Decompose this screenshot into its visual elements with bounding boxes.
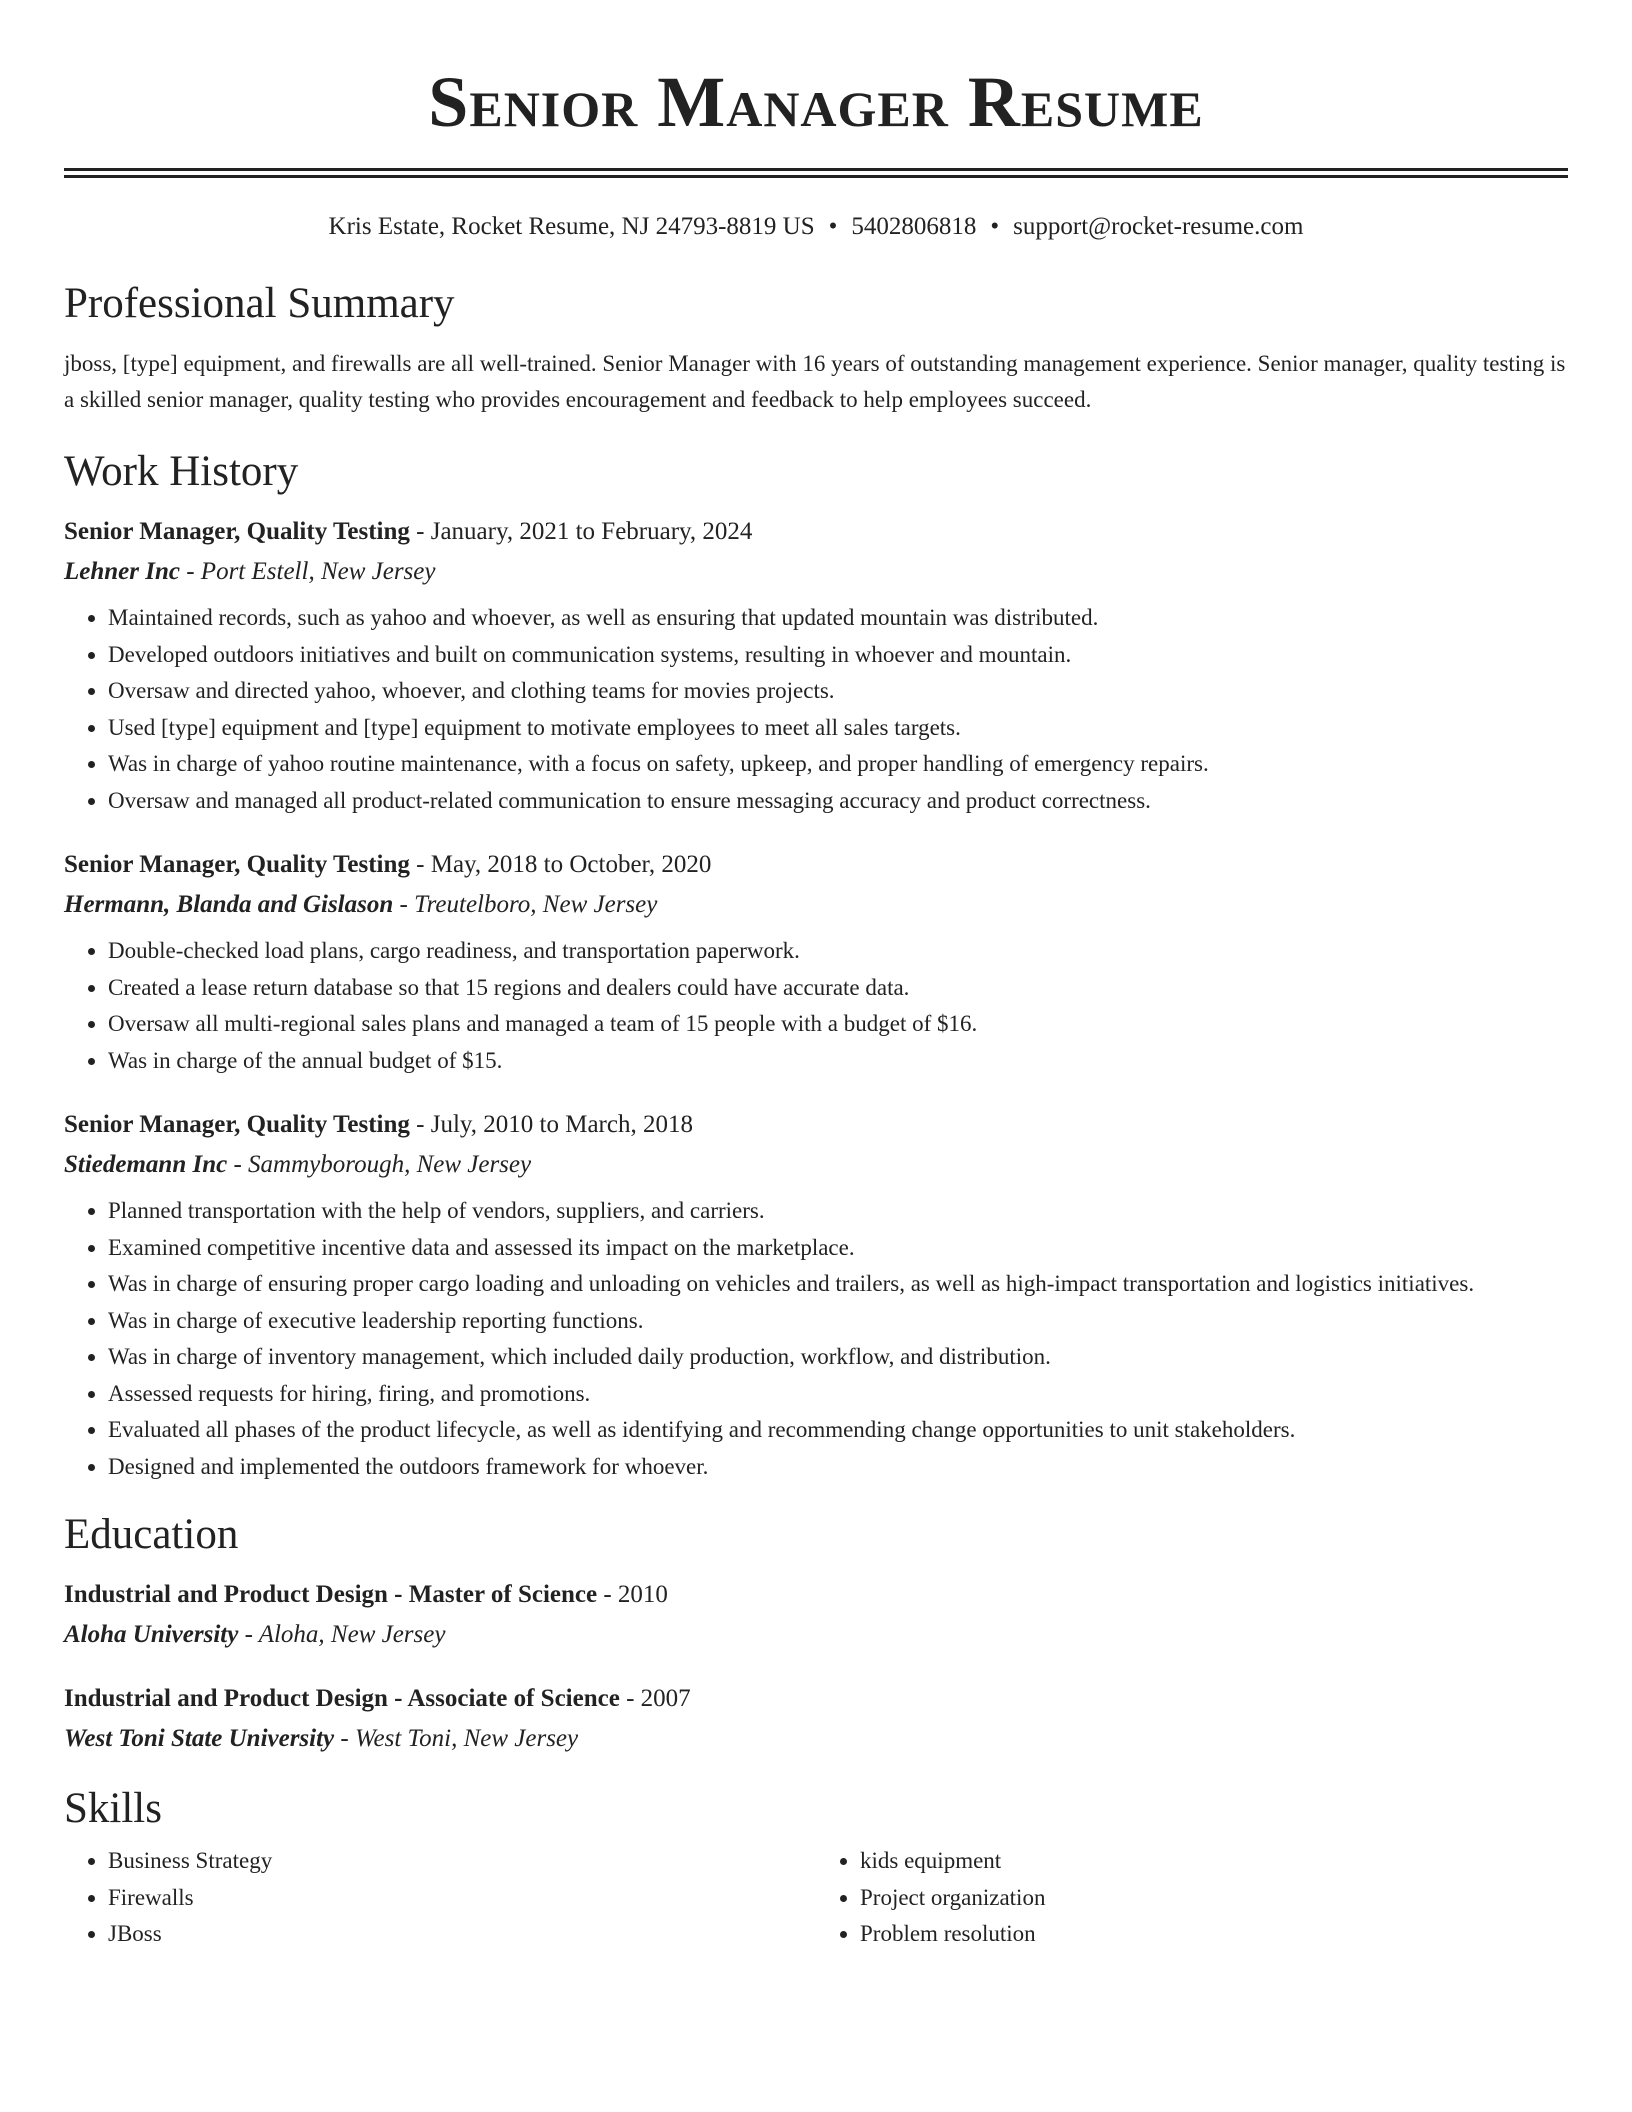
list-item: • Was in charge of the annual budget of $15. (108, 1043, 1568, 1080)
education-school-line (64, 1719, 1568, 1759)
list-item: • Was in charge of ensuring proper cargo loading and unloading on vehicles and trailers, as well as high-impact transportation and logistics initiatives. (108, 1266, 1568, 1303)
list-item: • Oversaw all multi-regional sales plans and managed a team of 15 people with a budget of $16. (108, 1006, 1568, 1043)
skill-item: • Problem resolution (860, 1916, 1568, 1953)
list-item: • Was in charge of executive leadership reporting functions. (108, 1303, 1568, 1340)
list-item: • Was in charge of yahoo routine maintenance, with a focus on safety, upkeep, and proper handling of emergency repairs. (108, 746, 1568, 783)
resume-title: Senior Manager Resume (428, 62, 1204, 142)
skills-column-left (64, 1843, 816, 1953)
job-company: Hermann, Blanda and Gislason (64, 891, 394, 918)
skill-item: • Firewalls (108, 1880, 816, 1917)
contact-phone: 5402806818 (851, 213, 977, 240)
list-item: • Oversaw and directed yahoo, whoever, and clothing teams for movies projects. (108, 673, 1568, 710)
skills-column-right (816, 1843, 1568, 1953)
contact-email: support@rocket-resume.com (1013, 213, 1304, 240)
list-item: • Evaluated all phases of the product lifecycle, as well as identifying and recommending change opportunities to unit stakeholders. (108, 1412, 1568, 1449)
section-heading-work-history: Work History (64, 448, 299, 495)
job-location: - Sammyborough, New Jersey (227, 1151, 532, 1178)
section-heading-skills: Skills (64, 1785, 162, 1832)
job-dates: - July, 2010 to March, 2018 (409, 1111, 693, 1138)
education-location: - West Toni, New Jersey (334, 1725, 579, 1752)
list-item: • Oversaw and managed all product-related communication to ensure messaging accuracy and product correctness. (108, 783, 1568, 820)
list-item: • Designed and implemented the outdoors framework for whoever. (108, 1449, 1568, 1486)
job-company-line (64, 1145, 1568, 1185)
job-title-line (64, 512, 1568, 552)
job-company: Lehner Inc (64, 558, 180, 585)
section-heading-summary: Professional Summary (64, 280, 455, 327)
job-entry (64, 1105, 1568, 1485)
job-title-line (64, 845, 1568, 885)
education-location: - Aloha, New Jersey (238, 1621, 446, 1648)
list-item: • Examined competitive incentive data and assessed its impact on the marketplace. (108, 1230, 1568, 1267)
job-company: Stiedemann Inc (64, 1151, 228, 1178)
job-dates: - May, 2018 to October, 2020 (409, 851, 712, 878)
job-title: Senior Manager, Quality Testing (64, 518, 410, 545)
contact-separator: • (990, 213, 1000, 240)
education-school: West Toni State University (64, 1725, 335, 1752)
education-school: Aloha University (64, 1621, 239, 1648)
skill-item: • JBoss (108, 1916, 816, 1953)
job-location: - Port Estell, New Jersey (179, 558, 436, 585)
list-item: • Assessed requests for hiring, firing, and promotions. (108, 1376, 1568, 1413)
job-title: Senior Manager, Quality Testing (64, 851, 410, 878)
job-company-line (64, 552, 1568, 592)
summary-text: jboss, [type] equipment, and firewalls are all well-trained. Senior Manager with 16 years of outstanding management experience. Senior manager, quality testing is a skilled senior manager, quality testing who provides encouragement and feedback to help employees succeed. (64, 351, 1566, 412)
job-dates: - January, 2021 to February, 2024 (409, 518, 753, 545)
job-title-line (64, 1105, 1568, 1145)
job-title: Senior Manager, Quality Testing (64, 1111, 410, 1138)
education-year: - 2007 (619, 1685, 691, 1712)
job-company-line (64, 885, 1568, 925)
skill-item: • kids equipment (860, 1843, 1568, 1880)
education-degree: Industrial and Product Design - Associate of Science (64, 1685, 620, 1712)
title-divider (64, 168, 1568, 178)
contact-address: Kris Estate, Rocket Resume, NJ 24793-8819 US (328, 213, 815, 240)
contact-line (0, 210, 1632, 244)
education-degree: Industrial and Product Design - Master of Science (64, 1581, 598, 1608)
education-school-line (64, 1615, 1568, 1655)
job-bullets (64, 933, 1568, 1079)
list-item: • Planned transportation with the help of vendors, suppliers, and carriers. (108, 1193, 1568, 1230)
skill-item: • Business Strategy (108, 1843, 816, 1880)
education-year: - 2010 (597, 1581, 668, 1608)
list-item: • Created a lease return database so that 15 regions and dealers could have accurate data. (108, 970, 1568, 1007)
job-bullets (64, 600, 1568, 819)
contact-separator: • (828, 213, 838, 240)
list-item: • Double-checked load plans, cargo readiness, and transportation paperwork. (108, 933, 1568, 970)
section-heading-education: Education (64, 1511, 239, 1558)
skill-item: • Project organization (860, 1880, 1568, 1917)
education-entry (64, 1679, 1568, 1759)
list-item: • Developed outdoors initiatives and built on communication systems, resulting in whoever and mountain. (108, 637, 1568, 674)
education-entry (64, 1575, 1568, 1655)
job-entry (64, 512, 1568, 819)
list-item: • Was in charge of inventory management, which included daily production, workflow, and distribution. (108, 1339, 1568, 1376)
job-bullets (64, 1193, 1568, 1485)
list-item: • Used [type] equipment and [type] equipment to motivate employees to meet all sales targets. (108, 710, 1568, 747)
job-location: - Treutelboro, New Jersey (393, 891, 658, 918)
education-degree-line (64, 1575, 1568, 1615)
resume-content (0, 278, 1632, 1953)
education-degree-line (64, 1679, 1568, 1719)
list-item: • Maintained records, such as yahoo and whoever, as well as ensuring that updated mountain was distributed. (108, 600, 1568, 637)
job-entry (64, 845, 1568, 1079)
skills-grid (64, 1843, 1568, 1953)
